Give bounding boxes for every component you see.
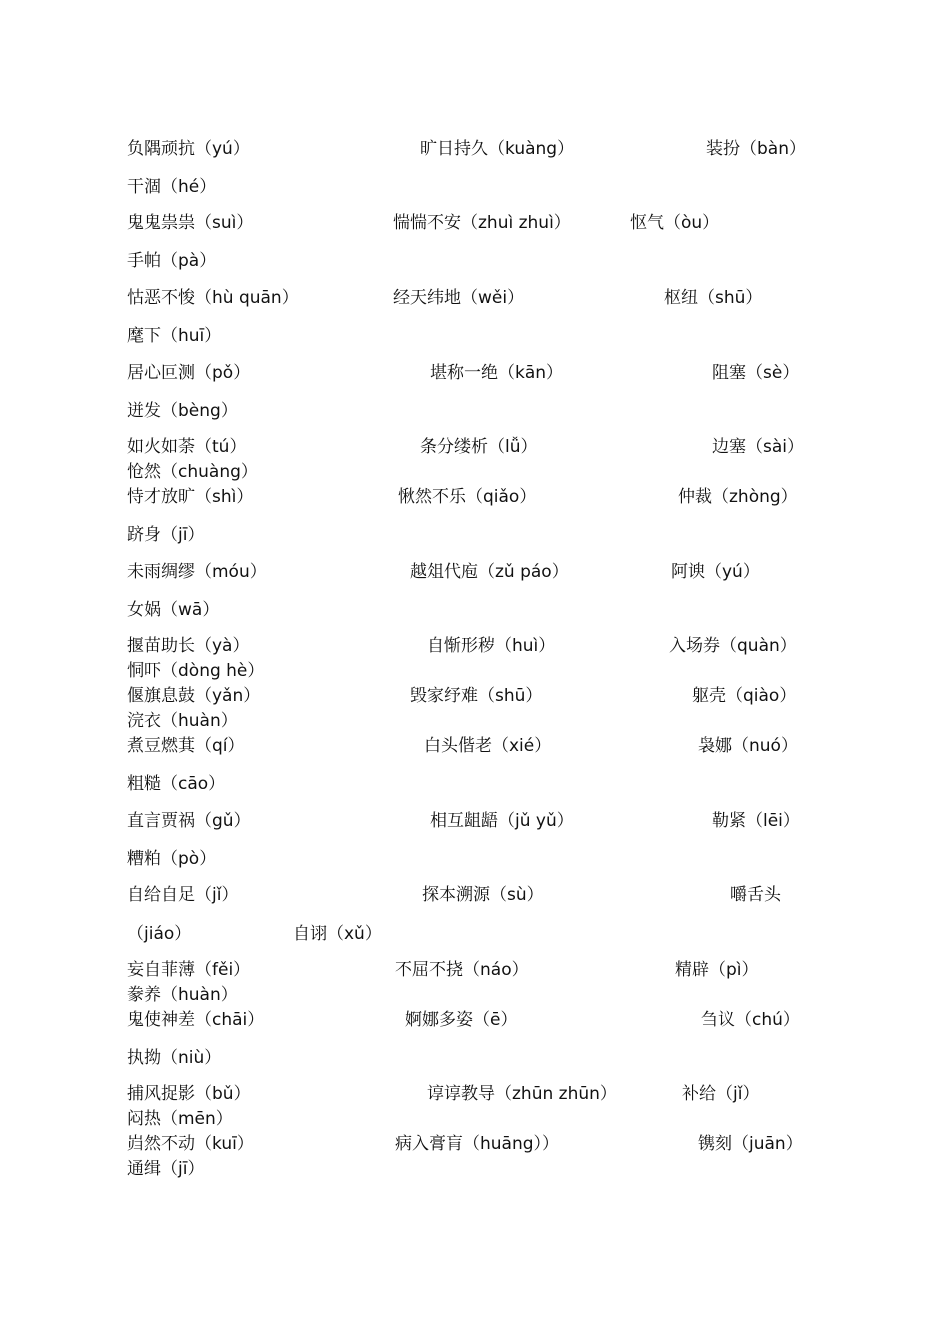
word-entry: 边塞（sài） — [712, 437, 804, 457]
word-entry: 鬼鬼祟祟（suì） — [127, 213, 254, 233]
word-entry: 通缉（jī） — [127, 1159, 205, 1179]
word-entry: 经天纬地（wěi） — [393, 288, 525, 308]
word-entry: 相互龃龉（jǔ yǔ） — [430, 811, 574, 831]
word-entry: 干涸（hé） — [127, 177, 217, 197]
word-entry: 旷日持久（kuàng） — [420, 139, 575, 159]
word-entry: 越俎代庖（zǔ páo） — [410, 562, 569, 582]
word-entry: 入场券（quàn） — [669, 636, 797, 656]
word-entry: 闷热（mēn） — [127, 1109, 233, 1129]
word-entry: 躯壳（qiào） — [692, 686, 797, 706]
word-entry: 麾下（huī） — [127, 326, 222, 346]
word-entry: 谆谆教导（zhūn zhūn） — [427, 1084, 617, 1104]
word-entry: 惴惴不安（zhuì zhuì） — [393, 213, 571, 233]
word-entry: 偃旗息鼓（yǎn） — [127, 686, 261, 706]
word-entry: 揠苗助长（yà） — [127, 636, 250, 656]
word-entry: 刍议（chú） — [701, 1010, 800, 1030]
word-entry: 探本溯源（sù） — [422, 885, 544, 905]
word-entry: 居心叵测（pǒ） — [127, 363, 251, 383]
word-entry: 煮豆燃萁（qí） — [127, 736, 245, 756]
word-entry: 负隅顽抗（yú） — [127, 139, 250, 159]
word-entry: 女娲（wā） — [127, 600, 220, 620]
word-entry: 如火如荼（tú） — [127, 437, 247, 457]
word-entry: 袅娜（nuó） — [698, 736, 798, 756]
word-entry: 愀然不乐（qiǎo） — [398, 487, 537, 507]
word-entry: 豢养（huàn） — [127, 985, 238, 1005]
word-entry: 迸发（bèng） — [127, 401, 238, 421]
word-entry: 阻塞（sè） — [712, 363, 800, 383]
word-entry: 妄自菲薄（fěi） — [127, 960, 251, 980]
word-entry: 自诩（xǔ） — [293, 924, 382, 944]
word-entry: 恫吓（dòng hè） — [127, 661, 265, 681]
word-entry: 糟粕（pò） — [127, 849, 217, 869]
word-entry: 粗糙（cāo） — [127, 774, 226, 794]
word-entry: 补给（jǐ） — [682, 1084, 760, 1104]
word-entry: 怄气（òu） — [630, 213, 720, 233]
word-entry: 手帕（pà） — [127, 251, 217, 271]
word-entry: 仲裁（zhòng） — [678, 487, 798, 507]
word-entry: 怙恶不悛（hù quān） — [127, 288, 299, 308]
word-entry: 勒紧（lēi） — [712, 811, 800, 831]
word-entry: 鬼使神差（chāi） — [127, 1010, 265, 1030]
word-entry: 浣衣（huàn） — [127, 711, 238, 731]
word-entry: 装扮（bàn） — [706, 139, 806, 159]
word-entry: 条分缕析（lǚ） — [420, 437, 538, 457]
word-entry: 直言贾祸（gǔ） — [127, 811, 251, 831]
word-entry: 镌刻（juān） — [698, 1134, 803, 1154]
word-entry: 病入膏肓（huāng）） — [395, 1134, 560, 1154]
word-entry: （jiáo） — [127, 924, 192, 944]
word-entry: 堪称一绝（kān） — [430, 363, 564, 383]
word-entry: 阿谀（yú） — [671, 562, 760, 582]
word-entry: 执拗（niù） — [127, 1048, 222, 1068]
word-entry: 自给自足（jǐ） — [127, 885, 239, 905]
word-entry: 嚼舌头 — [730, 885, 781, 905]
word-entry: 捕风捉影（bǔ） — [127, 1084, 251, 1104]
word-entry: 跻身（jī） — [127, 525, 205, 545]
word-entry: 不屈不挠（náo） — [395, 960, 529, 980]
word-entry: 毁家纾难（shū） — [410, 686, 543, 706]
word-entry: 枢纽（shū） — [664, 288, 763, 308]
word-entry: 自惭形秽（huì） — [427, 636, 556, 656]
word-entry: 怆然（chuàng） — [127, 462, 258, 482]
word-entry: 未雨绸缪（móu） — [127, 562, 267, 582]
word-entry: 婀娜多姿（ē） — [405, 1010, 518, 1030]
word-entry: 精辟（pì） — [675, 960, 759, 980]
word-entry: 白头偕老（xié） — [424, 736, 552, 756]
word-entry: 岿然不动（kuī） — [127, 1134, 254, 1154]
word-entry: 恃才放旷（shì） — [127, 487, 254, 507]
